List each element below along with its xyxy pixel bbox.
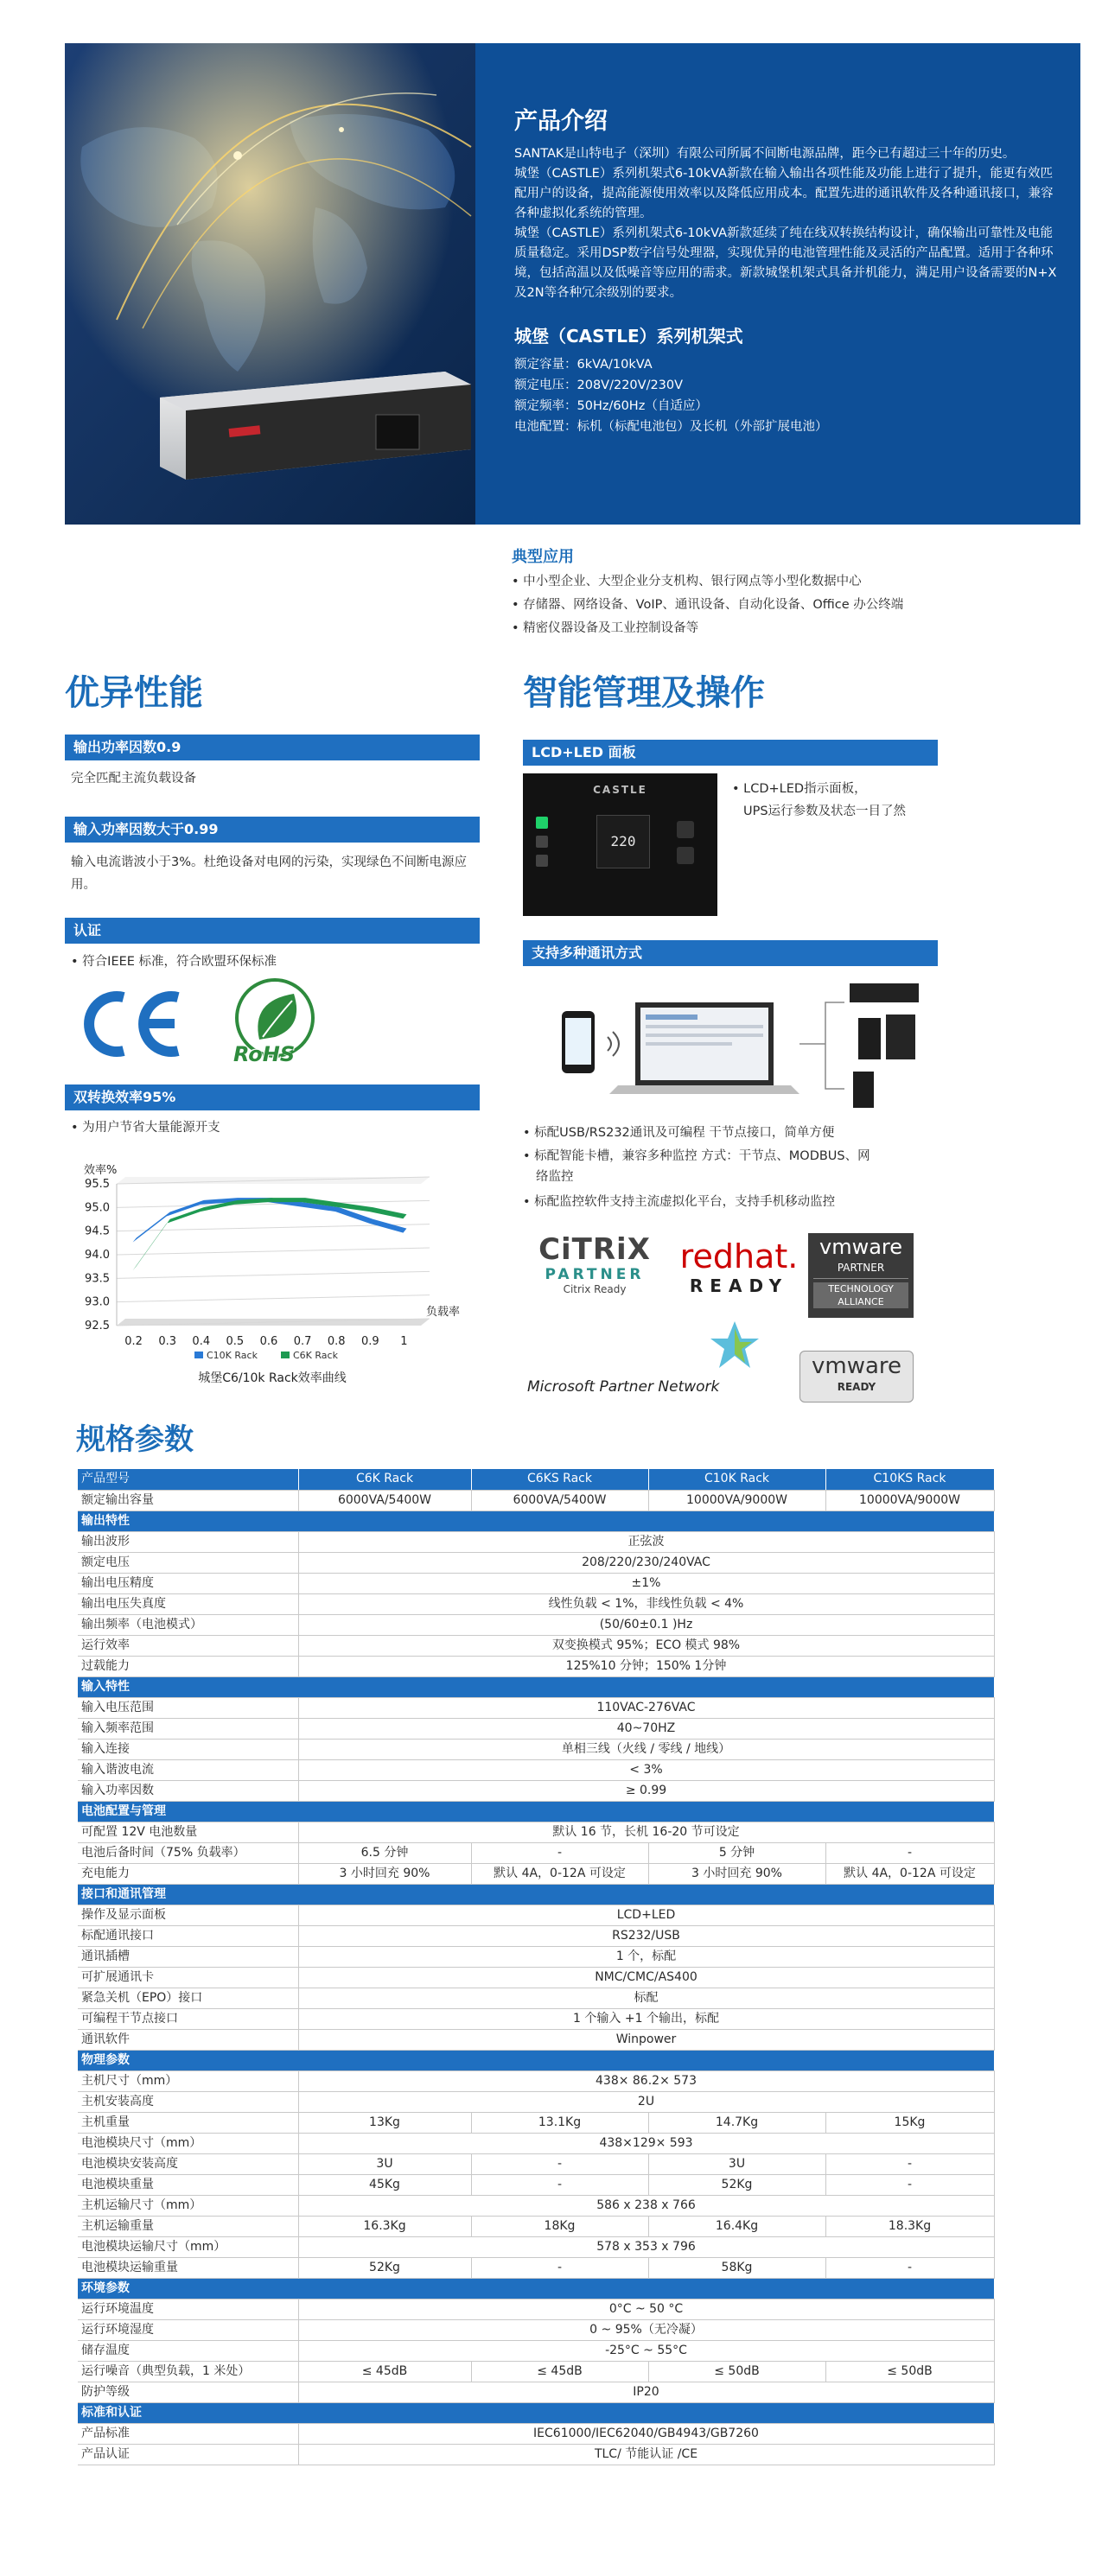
panel-bar: LCD+LED 面板 <box>523 740 938 766</box>
panel-led-indicator <box>536 817 548 829</box>
spec-param-value: 208/220/230/240VAC <box>298 1552 994 1573</box>
spec-row <box>78 1925 994 1946</box>
spec-row <box>78 2216 994 2236</box>
spec-row <box>78 2133 994 2153</box>
spec-row <box>78 2070 994 2091</box>
spec-category-label: 电池配置与管理 <box>78 1801 994 1822</box>
spec-row <box>78 1988 994 2008</box>
spec-header-label: 产品型号 <box>78 1469 298 1490</box>
spec-param-value: ≥ 0.99 <box>298 1780 994 1801</box>
spec-row <box>78 2029 994 2050</box>
spec-param-value: 578 x 353 x 796 <box>298 2236 994 2257</box>
spec-param-value: 13Kg <box>298 2112 471 2133</box>
spec-param-label: 操作及显示面板 <box>78 1905 298 1925</box>
spec-param-label: 过载能力 <box>78 1656 298 1676</box>
spec-row <box>78 1614 994 1635</box>
spec-param-value: 5 分钟 <box>648 1842 825 1863</box>
chart-x-label: 负载率 <box>426 1306 461 1319</box>
spec-param-value: - <box>825 1842 994 1863</box>
spec-row <box>78 2174 994 2195</box>
spec-row <box>78 1593 994 1614</box>
spec-param-label: 输出波形 <box>78 1531 298 1552</box>
product-intro-title: 产品介绍 <box>514 108 608 135</box>
vmware-partner-logo: vmware PARTNER TECHNOLOGY ALLIANCE <box>808 1233 914 1318</box>
spec-param-label: 可扩展通讯卡 <box>78 1967 298 1988</box>
spec-row <box>78 1635 994 1656</box>
legend-swatch-c6k <box>281 1352 290 1358</box>
spec-battery: 电池配置：标机（标配电池包）及长机（外部扩展电池） <box>514 420 828 434</box>
spec-param-value: 0 ~ 95%（无冷凝） <box>298 2319 994 2340</box>
spec-row <box>78 1842 994 1863</box>
panel-lcd-readout: 220 <box>596 815 650 868</box>
spec-param-value: 14.7Kg <box>648 2112 825 2133</box>
efficiency-bar: 双转换效率95% <box>65 1084 480 1110</box>
spec-param-label: 主机重量 <box>78 2112 298 2133</box>
spec-param-value: -25°C ~ 55°C <box>298 2340 994 2361</box>
spec-param-value: 16.4Kg <box>648 2216 825 2236</box>
spec-param-value: 10000VA/9000W <box>648 1490 825 1511</box>
spec-param-value: ≤ 45dB <box>298 2361 471 2382</box>
typical-applications <box>512 544 1030 640</box>
spec-row <box>78 1739 994 1759</box>
legend-label-c6k: C6K Rack <box>293 1350 338 1361</box>
spec-row <box>78 1822 994 1842</box>
chart-x-tick: 0.7 <box>293 1335 312 1348</box>
output-pf-bar: 输出功率因数0.9 <box>65 735 480 760</box>
spec-param-label: 输出电压失真度 <box>78 1593 298 1614</box>
spec-category-label: 物理参数 <box>78 2050 994 2070</box>
spec-param-value: 6000VA/5400W <box>298 1490 471 1511</box>
panel-text-1: • LCD+LED指示面板， <box>732 782 867 796</box>
spec-param-value: 3 小时回充 90% <box>298 1863 471 1884</box>
spec-param-value: - <box>471 2174 648 2195</box>
spec-param-label: 输入频率范围 <box>78 1718 298 1739</box>
spec-row <box>78 1946 994 1967</box>
apps-item: • 存储器、网络设备、VoIP、通讯设备、自动化设备、Office 办公终端 <box>512 594 1030 617</box>
spec-param-value: 默认 16 节，长机 16-20 节可设定 <box>298 1822 994 1842</box>
spec-param-value: 1 个，标配 <box>298 1946 994 1967</box>
comm-item-2b: 络监控 <box>536 1170 574 1184</box>
series-subtitle: 城堡（CASTLE）系列机架式 <box>514 326 743 347</box>
comm-bar: 支持多种通讯方式 <box>523 940 938 966</box>
spec-row <box>78 2299 994 2319</box>
spec-param-label: 输入连接 <box>78 1739 298 1759</box>
intro-paragraph-1: SANTAK是山特电子（深圳）有限公司所属不间断电源品牌，距今已有超过三十年的历史。 <box>514 147 1016 161</box>
spec-param-value: NMC/CMC/AS400 <box>298 1967 994 1988</box>
chart-x-tick: 0.9 <box>360 1335 379 1348</box>
spec-param-value: 58Kg <box>648 2257 825 2278</box>
communication-diagram-image <box>523 976 938 1115</box>
spec-param-label: 标配通讯接口 <box>78 1925 298 1946</box>
spec-category-label: 环境参数 <box>78 2278 994 2299</box>
chart-x-tick: 1 <box>400 1335 408 1348</box>
spec-row <box>78 2340 994 2361</box>
spec-param-label: 通讯插槽 <box>78 1946 298 1967</box>
spec-param-value: 40~70HZ <box>298 1718 994 1739</box>
spec-param-label: 电池模块尺寸（mm） <box>78 2133 298 2153</box>
spec-row <box>78 2236 994 2257</box>
input-pf-bar: 输入功率因数大于0.99 <box>65 817 480 843</box>
spec-category-row <box>78 2050 994 2070</box>
spec-param-value: - <box>825 2174 994 2195</box>
spec-category-row <box>78 1884 994 1905</box>
spec-param-value: - <box>825 2257 994 2278</box>
spec-param-value: 默认 4A，0-12A 可设定 <box>825 1863 994 1884</box>
spec-param-value: RS232/USB <box>298 1925 994 1946</box>
spec-row <box>78 1656 994 1676</box>
series-line-c6k-rack <box>133 1198 407 1270</box>
spec-param-label: 输入电压范围 <box>78 1697 298 1718</box>
rohs-label: RoHS <box>233 1042 296 1066</box>
spec-param-label: 产品认证 <box>78 2444 298 2465</box>
hero-text-block <box>514 102 1057 437</box>
spec-param-label: 电池模块运输尺寸（mm） <box>78 2236 298 2257</box>
comm-item-1: • 标配USB/RS232通讯及可编程 干节点接口，简单方便 <box>523 1126 835 1140</box>
spec-category-row <box>78 2278 994 2299</box>
intro-paragraph-2: 城堡（CASTLE）系列机架式6-10kVA新款在输入输出各项性能及功能上进行了提升，能更有效匹配用户的设备，提高能源使用效率以及降低应用成本。配置先进的通讯软件及各种通讯接口，兼容各种虚拟化系统的管理。 <box>514 167 1054 220</box>
spec-row <box>78 1863 994 1884</box>
spec-param-value: TLC/ 节能认证 /CE <box>298 2444 994 2465</box>
hero-world-map-image <box>65 43 475 525</box>
spec-row <box>78 1490 994 1511</box>
certification-text: • 符合IEEE 标准，符合欧盟环保标准 <box>71 955 277 969</box>
lcd-led-panel-image <box>523 773 717 916</box>
efficiency-chart <box>65 1155 480 1415</box>
spec-param-value: 586 x 238 x 766 <box>298 2195 994 2216</box>
chart-gridline <box>117 1271 430 1278</box>
apps-item: • 中小型企业、大型企业分支机构、银行网点等小型化数据中心 <box>512 570 1030 594</box>
spec-param-label: 防护等级 <box>78 2382 298 2402</box>
spec-table <box>78 1469 995 2465</box>
spec-param-label: 输出频率（电池模式） <box>78 1614 298 1635</box>
spec-param-value: 标配 <box>298 1988 994 2008</box>
chart-x-tick: 0.5 <box>226 1335 245 1348</box>
spec-row <box>78 2423 994 2444</box>
spec-param-label: 主机运输尺寸（mm） <box>78 2195 298 2216</box>
certification-bar: 认证 <box>65 918 480 944</box>
citrix-partner-logo: CiTRiX PARTNER Citrix Ready <box>538 1232 651 1295</box>
apps-title: 典型应用 <box>512 548 574 566</box>
spec-header-model: C10K Rack <box>648 1469 825 1490</box>
spec-param-label: 电池模块运输重量 <box>78 2257 298 2278</box>
spec-header-model: C10KS Rack <box>825 1469 994 1490</box>
spec-param-label: 运行噪音（典型负载，1 米处） <box>78 2361 298 2382</box>
spec-row <box>78 2444 994 2465</box>
spec-param-label: 额定输出容量 <box>78 1490 298 1511</box>
chart-x-tick: 0.3 <box>158 1335 177 1348</box>
spec-param-label: 可配置 12V 电池数量 <box>78 1822 298 1842</box>
management-title: 智能管理及操作 <box>523 673 765 713</box>
spec-param-label: 额定电压 <box>78 1552 298 1573</box>
spec-row <box>78 1967 994 1988</box>
hero-banner <box>65 43 1080 525</box>
spec-param-value: (50/60±0.1 )Hz <box>298 1614 994 1635</box>
spec-param-value: < 3% <box>298 1759 994 1780</box>
spec-row <box>78 2257 994 2278</box>
spec-param-value: 6.5 分钟 <box>298 1842 471 1863</box>
chart-x-tick: 0.2 <box>124 1335 143 1348</box>
spec-param-value: 2U <box>298 2091 994 2112</box>
spec-row <box>78 1552 994 1573</box>
spec-row <box>78 2319 994 2340</box>
legend-label-c10k: C10K Rack <box>207 1350 258 1361</box>
spec-row <box>78 2361 994 2382</box>
chart-y-tick: 94.5 <box>85 1224 110 1238</box>
comm-item-2: • 标配智能卡槽，兼容多种监控 方式：干节点、MODBUS、网 <box>523 1149 870 1163</box>
output-pf-text: 完全匹配主流负载设备 <box>71 772 196 786</box>
spec-param-value: - <box>825 2153 994 2174</box>
spec-category-label: 标准和认证 <box>78 2402 994 2423</box>
chart-y-label: 效率% <box>84 1164 118 1177</box>
spec-param-value: 52Kg <box>298 2257 471 2278</box>
chart-gridline <box>117 1295 430 1302</box>
spec-param-value: 3 小时回充 90% <box>648 1863 825 1884</box>
spec-header-model: C6K Rack <box>298 1469 471 1490</box>
spec-param-label: 产品标准 <box>78 2423 298 2444</box>
spec-row <box>78 1531 994 1552</box>
panel-button <box>677 821 694 838</box>
apps-item: • 精密仪器设备及工业控制设备等 <box>512 617 1030 640</box>
chart-x-tick: 0.8 <box>327 1335 346 1348</box>
spec-row <box>78 2382 994 2402</box>
spec-param-value: 10000VA/9000W <box>825 1490 994 1511</box>
spec-param-value: 默认 4A，0-12A 可设定 <box>471 1863 648 1884</box>
chart-y-tick: 95.5 <box>85 1178 110 1191</box>
spec-param-label: 主机安装高度 <box>78 2091 298 2112</box>
chart-y-tick: 93.5 <box>85 1272 110 1286</box>
comm-item-3: • 标配监控软件支持主流虚拟化平台，支持手机移动监控 <box>523 1195 836 1209</box>
efficiency-text: • 为用户节省大量能源开支 <box>71 1121 220 1135</box>
spec-param-label: 主机运输重量 <box>78 2216 298 2236</box>
performance-title: 优异性能 <box>65 673 203 713</box>
panel-led-indicator <box>536 836 548 848</box>
spec-header-row <box>78 1469 994 1490</box>
spec-row <box>78 1697 994 1718</box>
spec-frequency: 额定频率：50Hz/60Hz（自适应） <box>514 399 708 413</box>
spec-category-row <box>78 1676 994 1697</box>
spec-param-value: 3U <box>648 2153 825 2174</box>
spec-row <box>78 2153 994 2174</box>
chart-y-tick: 94.0 <box>85 1249 110 1262</box>
spec-param-value: 52Kg <box>648 2174 825 2195</box>
spec-param-value: LCD+LED <box>298 1905 994 1925</box>
spec-row <box>78 2091 994 2112</box>
ce-mark-icon <box>76 985 188 1063</box>
spec-row <box>78 1905 994 1925</box>
chart-y-tick: 92.5 <box>85 1320 110 1333</box>
spec-param-label: 输入谐波电流 <box>78 1759 298 1780</box>
spec-param-value: 45Kg <box>298 2174 471 2195</box>
spec-header-model: C6KS Rack <box>471 1469 648 1490</box>
spec-param-value: 双变换模式 95%；ECO 模式 98% <box>298 1635 994 1656</box>
rohs-leaf-icon <box>225 975 328 1070</box>
spec-param-label: 可编程干节点接口 <box>78 2008 298 2029</box>
spec-param-label: 储存温度 <box>78 2340 298 2361</box>
spec-param-value: 正弦波 <box>298 1531 994 1552</box>
spec-param-label: 电池模块重量 <box>78 2174 298 2195</box>
spec-param-value: IP20 <box>298 2382 994 2402</box>
spec-param-value: 110VAC-276VAC <box>298 1697 994 1718</box>
panel-text-2: UPS运行参数及状态一目了然 <box>743 805 907 818</box>
spec-row <box>78 2195 994 2216</box>
spec-param-label: 通讯软件 <box>78 2029 298 2050</box>
spec-param-value: 单相三线（火线 / 零线 / 地线） <box>298 1739 994 1759</box>
spec-param-label: 输入功率因数 <box>78 1780 298 1801</box>
spec-row <box>78 1718 994 1739</box>
chart-gridline <box>117 1248 430 1255</box>
spec-param-value: ≤ 50dB <box>648 2361 825 2382</box>
spec-category-row <box>78 1801 994 1822</box>
spec-row <box>78 2008 994 2029</box>
chart-y-tick: 95.0 <box>85 1201 110 1215</box>
spec-param-value: Winpower <box>298 2029 994 2050</box>
spec-category-row <box>78 1511 994 1531</box>
spec-row <box>78 1759 994 1780</box>
spec-param-label: 运行环境湿度 <box>78 2319 298 2340</box>
legend-swatch-c10k <box>194 1352 203 1358</box>
spec-voltage: 额定电压：208V/220V/230V <box>514 378 684 392</box>
spec-param-value: 0°C ~ 50 °C <box>298 2299 994 2319</box>
spec-param-value: 6000VA/5400W <box>471 1490 648 1511</box>
spec-param-value: ≤ 45dB <box>471 2361 648 2382</box>
microsoft-partner-logo: Microsoft Partner Network <box>527 1378 720 1396</box>
spec-param-label: 输出电压精度 <box>78 1573 298 1593</box>
chart-title: 城堡C6/10k Rack效率曲线 <box>198 1371 347 1385</box>
spec-param-value: 1 个输入 +1 个输出，标配 <box>298 2008 994 2029</box>
spec-param-value: - <box>471 1842 648 1863</box>
spec-param-value: IEC61000/IEC62040/GB4943/GB7260 <box>298 2423 994 2444</box>
spec-category-label: 输出特性 <box>78 1511 994 1531</box>
spec-param-value: 18.3Kg <box>825 2216 994 2236</box>
spec-param-value: ±1% <box>298 1573 994 1593</box>
spec-category-row <box>78 2402 994 2423</box>
spec-row <box>78 1573 994 1593</box>
spec-row <box>78 2112 994 2133</box>
spec-param-value: - <box>471 2153 648 2174</box>
panel-brand-label: CASTLE <box>593 784 647 796</box>
spec-param-value: 线性负载 < 1%，非线性负载 < 4% <box>298 1593 994 1614</box>
chart-x-tick: 0.6 <box>259 1335 278 1348</box>
spec-param-label: 充电能力 <box>78 1863 298 1884</box>
panel-button <box>677 847 694 864</box>
panel-led-indicator <box>536 855 548 867</box>
chart-y-tick: 93.0 <box>85 1295 110 1309</box>
spec-param-label: 运行效率 <box>78 1635 298 1656</box>
microsoft-star-icon <box>709 1320 761 1371</box>
spec-param-value: 16.3Kg <box>298 2216 471 2236</box>
spec-param-value: 15Kg <box>825 2112 994 2133</box>
spec-param-value: 13.1Kg <box>471 2112 648 2133</box>
spec-param-value: 438× 86.2× 573 <box>298 2070 994 2091</box>
spec-param-label: 紧急关机（EPO）接口 <box>78 1988 298 2008</box>
spec-param-value: 18Kg <box>471 2216 648 2236</box>
intro-paragraph-3: 城堡（CASTLE）系列机架式6-10kVA新款延续了纯在线双转换结构设计，确保输出可靠性及电能质量稳定。采用DSP数字信号处理器，实现优异的电池管理性能及灵活的产品配置。适用于各种环境，包括高温以及低噪音等应用的需求。新款城堡机架式具备并机能力，满足用户设备需要的N+X及2N等各种冗余级别的要求。 <box>514 226 1057 300</box>
redhat-ready-logo: redhat. READY <box>679 1237 799 1296</box>
spec-param-value: 3U <box>298 2153 471 2174</box>
spec-category-label: 输入特性 <box>78 1676 994 1697</box>
spec-param-value: 125%10 分钟；150% 1分钟 <box>298 1656 994 1676</box>
input-pf-text: 输入电流谐波小于3%。杜绝设备对电网的污染，实现绿色不间断电源应用。 <box>71 855 468 892</box>
spec-row <box>78 1780 994 1801</box>
spec-param-value: 438×129× 593 <box>298 2133 994 2153</box>
spec-param-label: 运行环境温度 <box>78 2299 298 2319</box>
spec-category-label: 接口和通讯管理 <box>78 1884 994 1905</box>
spec-capacity: 额定容量：6kVA/10kVA <box>514 358 653 372</box>
spec-param-label: 电池模块安装高度 <box>78 2153 298 2174</box>
spec-param-value: ≤ 50dB <box>825 2361 994 2382</box>
vmware-ready-logo: vmware READY <box>799 1351 914 1402</box>
spec-param-label: 主机尺寸（mm） <box>78 2070 298 2091</box>
spec-param-value: - <box>471 2257 648 2278</box>
spec-param-label: 电池后备时间（75% 负载率） <box>78 1842 298 1863</box>
spec-title: 规格参数 <box>76 1422 194 1457</box>
chart-x-tick: 0.4 <box>192 1335 211 1348</box>
